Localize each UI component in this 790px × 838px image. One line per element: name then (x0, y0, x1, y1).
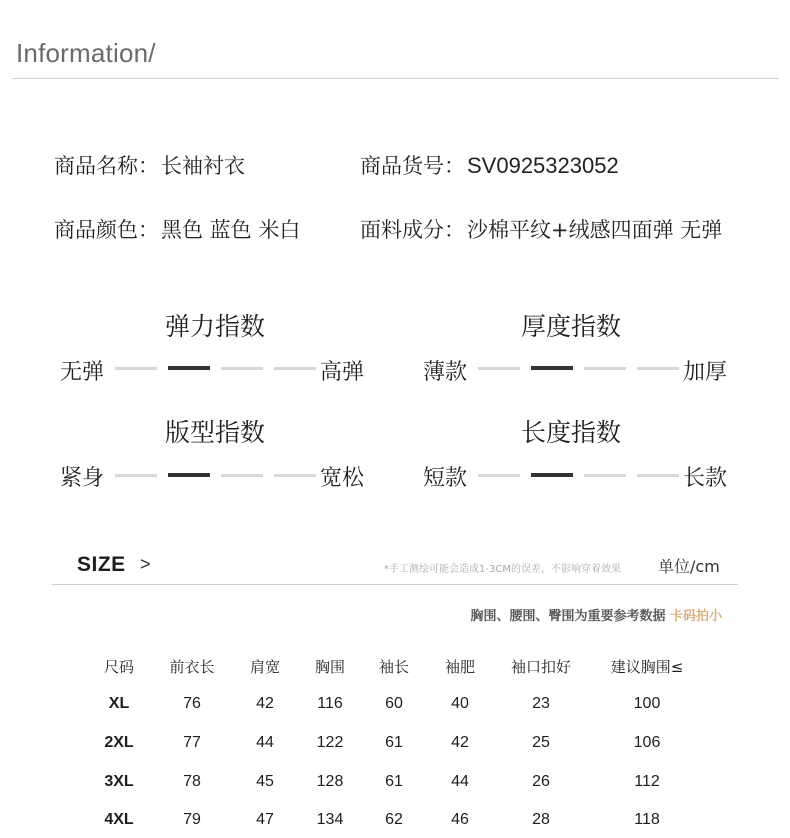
product-code-value: SV0925323052 (467, 153, 619, 178)
table-cell: 61 (385, 734, 403, 751)
table-cell: 62 (385, 811, 403, 828)
scale-segment (221, 367, 263, 370)
scale-segment (584, 367, 626, 370)
product-name-value: 长袖衬衣 (161, 154, 245, 178)
scale-segment (274, 474, 316, 477)
table-cell: 45 (256, 773, 274, 790)
scale-segment (637, 367, 679, 370)
scale-low-label: 紧身 (60, 466, 105, 491)
product-code-label: 商品货号： (360, 154, 465, 178)
table-header-cell: 尺码 (103, 658, 135, 676)
table-header-cell: 袖口扣好 (510, 658, 572, 676)
table-cell: 40 (451, 695, 469, 712)
product-fabric-label: 面料成分： (360, 218, 465, 242)
table-header-cell: 肩宽 (249, 658, 281, 676)
scale-segment (115, 474, 157, 477)
table-cell: 122 (316, 734, 344, 751)
scale-high-label: 长款 (683, 466, 728, 491)
table-cell: 26 (532, 773, 550, 790)
table-cell: 112 (634, 773, 660, 790)
table-cell: 25 (532, 734, 550, 751)
table-cell: 47 (256, 811, 274, 828)
scale-low-label: 无弹 (60, 360, 105, 385)
table-cell: 106 (633, 734, 661, 751)
info-divider (12, 78, 779, 79)
scale-high-label: 加厚 (683, 360, 728, 385)
table-cell: 61 (385, 773, 403, 790)
table-cell: 76 (183, 695, 201, 712)
unit-label: 单位/cm (658, 557, 720, 576)
table-header-cell: 袖长 (378, 658, 410, 676)
size-arrow-icon: > (140, 554, 151, 574)
info-title: Information/ (16, 38, 156, 68)
size-heading: SIZE (77, 553, 126, 576)
table-cell: 42 (256, 695, 274, 712)
table-cell: 78 (183, 773, 201, 790)
reference-note (470, 605, 722, 624)
reference-note-highlight: 卡码拍小 (669, 609, 722, 624)
scale-segment-active (531, 366, 573, 370)
scale-segment (584, 474, 626, 477)
scale-segment (221, 474, 263, 477)
table-cell: 116 (317, 695, 343, 712)
table-cell: 44 (256, 734, 274, 751)
scale-segment (478, 474, 520, 477)
scale-segment-active (168, 473, 210, 477)
product-fabric-value: 沙棉平纹+绒感四面弹 无弹 (467, 218, 723, 242)
table-cell: 28 (532, 811, 550, 828)
table-cell: 60 (385, 695, 403, 712)
product-name-label: 商品名称： (54, 154, 159, 178)
scale-segment (274, 367, 316, 370)
scale-high-label: 高弹 (320, 360, 365, 385)
table-cell: 46 (451, 811, 469, 828)
table-header-cell: 建议胸围≤ (610, 658, 684, 676)
table-header-cell: 胸围 (314, 658, 346, 676)
table-header-cell: 袖肥 (444, 658, 476, 676)
product-code-row (360, 150, 619, 180)
product-color-label: 商品颜色： (54, 218, 159, 242)
table-cell: 100 (633, 695, 661, 712)
scale-low-label: 短款 (423, 466, 468, 491)
table-size-cell: 2XL (104, 734, 134, 751)
table-cell: 23 (532, 695, 550, 712)
table-size-cell: 4XL (104, 811, 134, 828)
size-divider (52, 584, 738, 585)
table-cell: 44 (451, 773, 469, 790)
index-title: 版型指数 (164, 418, 265, 447)
measurement-note: *手工测绘可能会造成1-3CM的误差，不影响穿着效果 (384, 564, 621, 575)
index-title: 长度指数 (520, 418, 621, 447)
table-cell: 42 (451, 734, 469, 751)
scale-low-label: 薄款 (423, 360, 468, 385)
reference-note-text: 胸围、腰围、臀围为重要参考数据 (470, 609, 666, 624)
scale-segment (115, 367, 157, 370)
product-color-value: 黑色 蓝色 米白 (161, 218, 301, 242)
table-cell: 128 (316, 773, 344, 790)
product-name-row (54, 150, 245, 180)
table-header-cell: 前衣长 (169, 658, 215, 676)
table-size-cell: 3XL (104, 773, 134, 790)
scale-segment (478, 367, 520, 370)
scale-segment-active (531, 473, 573, 477)
product-color-row (54, 214, 300, 244)
scale-high-label: 宽松 (320, 466, 365, 491)
table-cell: 79 (183, 811, 201, 828)
table-cell: 134 (316, 811, 344, 828)
scale-segment-active (168, 366, 210, 370)
index-title: 弹力指数 (164, 312, 265, 341)
table-cell: 77 (183, 734, 201, 751)
index-title: 厚度指数 (520, 312, 621, 341)
table-cell: 118 (634, 811, 660, 828)
scale-segment (637, 474, 679, 477)
table-size-cell: XL (108, 695, 130, 712)
product-fabric-row (360, 214, 722, 244)
